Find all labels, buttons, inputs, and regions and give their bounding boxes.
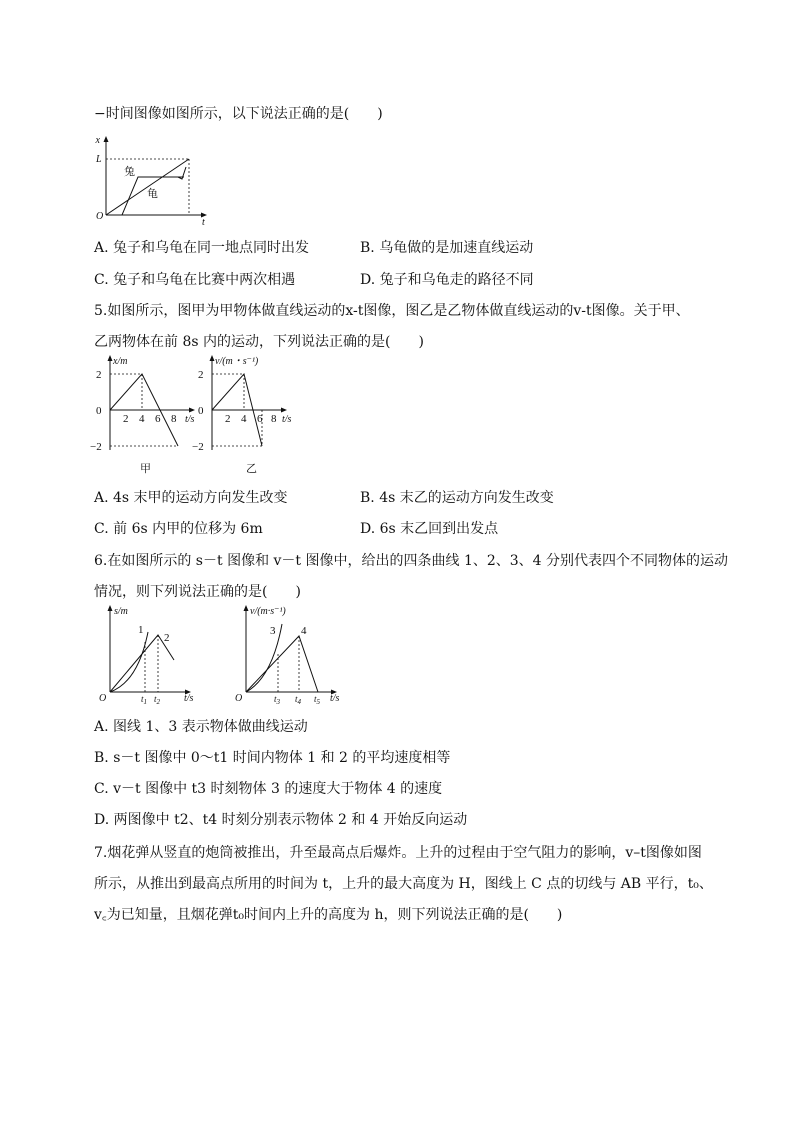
q5-jia-ytick-neg2: −2 [90, 441, 102, 453]
q6-curve-4-label: 4 [301, 625, 307, 637]
q6-t5-label: t [314, 694, 317, 704]
q6-t2-sub: 2 [156, 698, 161, 706]
svg-text:t4 [295, 694, 302, 706]
q7-stem-1: 7.烟花弹从竖直的炮筒被推出，升至最高点后爆炸。上升的过程由于空气阻力的影响，v–t图像如图 [94, 845, 702, 861]
q4-turtle-line [106, 159, 189, 215]
q6-stem-2: 情况，则下列说法正确的是( ) [94, 584, 301, 600]
q6-t4-label: t [295, 694, 298, 704]
q4-option-d: D. 兔子和乌龟走的路径不同 [360, 272, 534, 288]
q4-option-b: B. 乌龟做的是加速直线运动 [360, 240, 534, 256]
q6-v-y-label: v/(m·s⁻¹) [250, 606, 286, 617]
q7-stem-3: v꜀为已知量，且烟花弹t₀时间内上升的高度为 h，则下列说法正确的是( ) [94, 907, 563, 923]
q5-yi-xtick-6: 6 [257, 413, 263, 425]
q5-yi-xtick-8: 8 [271, 413, 277, 425]
svg-text:t2 [154, 694, 161, 706]
q6-s-y-label: s/m [114, 606, 128, 617]
q5-yi-ytick-0: 0 [198, 405, 204, 417]
q5-yi-xtick-4: 4 [241, 413, 247, 425]
q4-origin-label: O [96, 211, 104, 222]
q5-option-c: C. 前 6s 内甲的位移为 6m [94, 521, 263, 537]
q5-stem-2: 乙两物体在前 8s 内的运动，下列说法正确的是( ) [94, 334, 424, 350]
q6-option-d: D. 两图像中 t2、t4 时刻分别表示物体 2 和 4 开始反向运动 [94, 812, 468, 828]
q6-curve-3-label: 3 [270, 625, 276, 637]
q6-curve-1 [110, 632, 148, 692]
q4-t-label: t [202, 217, 205, 228]
q4-option-c: C. 兔子和乌龟在比赛中两次相遇 [94, 272, 296, 288]
q5-yi-caption: 乙 [246, 463, 257, 475]
q5-yi-ytick-neg2: −2 [192, 441, 204, 453]
q5-figure-yi [192, 354, 306, 475]
q6-t2-label: t [154, 694, 157, 704]
q6-s-origin: O [99, 693, 107, 704]
q4-stem: −时间图像如图所示，以下说法正确的是( ) [94, 106, 383, 122]
q4-L-label: L [96, 154, 102, 165]
q5-yi-y-label: v/(m・s⁻¹) [215, 356, 259, 367]
q5-yi-ytick-2: 2 [198, 369, 204, 381]
q6-option-c: C. v－t 图像中 t3 时刻物体 3 的速度大于物体 4 的速度 [94, 781, 443, 797]
q4-figure [92, 133, 212, 228]
q6-t1-sub: 1 [143, 698, 148, 706]
q6-v-x-label: t/s [330, 693, 340, 704]
q6-figure-s-t [98, 604, 208, 704]
q5-jia-xtick-4: 4 [139, 413, 145, 425]
q6-t1-label: t [141, 694, 144, 704]
q6-curve-1-label: 1 [138, 624, 144, 636]
q6-curve-3 [246, 624, 282, 692]
q5-yi-x-label: t/s [282, 414, 292, 425]
q5-yi-xtick-2: 2 [225, 413, 231, 425]
q4-rabbit-label: 兔 [124, 166, 135, 178]
q6-t3-sub: 3 [276, 698, 281, 706]
q5-option-b: B. 4s 末乙的运动方向发生改变 [360, 490, 554, 506]
q6-t3-label: t [274, 694, 277, 704]
q5-option-d: D. 6s 末乙回到出发点 [360, 521, 499, 537]
q5-jia-ytick-2: 2 [96, 369, 102, 381]
svg-text:t1 [141, 694, 147, 706]
svg-text:t5 [314, 694, 321, 706]
q5-jia-xtick-2: 2 [123, 413, 129, 425]
q5-stem-1: 5.如图所示，图甲为甲物体做直线运动的x-t图像，图乙是乙物体做直线运动的v-t图像。关于甲、 [94, 303, 690, 319]
q6-t4-sub: 4 [297, 698, 302, 706]
q6-curve-2-label: 2 [164, 632, 170, 644]
q5-jia-ytick-0: 0 [96, 405, 102, 417]
svg-text:t3 [274, 694, 281, 706]
q4-option-a: A. 兔子和乌龟在同一地点同时出发 [94, 240, 310, 256]
q6-v-origin: O [235, 693, 243, 704]
q5-jia-xtick-6: 6 [155, 413, 161, 425]
q5-jia-caption: 甲 [140, 463, 151, 475]
q6-option-a: A. 图线 1、3 表示物体做曲线运动 [94, 719, 308, 735]
q6-t5-sub: 5 [316, 698, 321, 706]
q5-jia-y-label: x/m [113, 356, 128, 367]
q5-jia-xtick-8: 8 [171, 413, 177, 425]
q4-turtle-label: 龟 [147, 188, 158, 200]
q6-s-x-label: t/s [184, 693, 194, 704]
q6-stem-1: 6.在如图所示的 s－t 图像和 v－t 图像中，给出的四条曲线 1、2、3、4 分别代表四个不同物体的运动 [94, 553, 729, 569]
q6-option-b: B. s－t 图像中 0～t1 时间内物体 1 和 2 的平均速度相等 [94, 750, 451, 766]
q6-figure-v-t [234, 604, 354, 704]
q5-jia-x-label: t/s [185, 414, 195, 425]
q5-figure-jia [90, 354, 204, 475]
q4-x-label: x [95, 135, 100, 146]
q5-option-a: A. 4s 末甲的运动方向发生改变 [94, 490, 288, 506]
q7-stem-2: 所示，从推出到最高点所用的时间为 t，上升的最大高度为 H，图线上 C 点的切线与 AB 平行，t₀、 [94, 876, 713, 892]
